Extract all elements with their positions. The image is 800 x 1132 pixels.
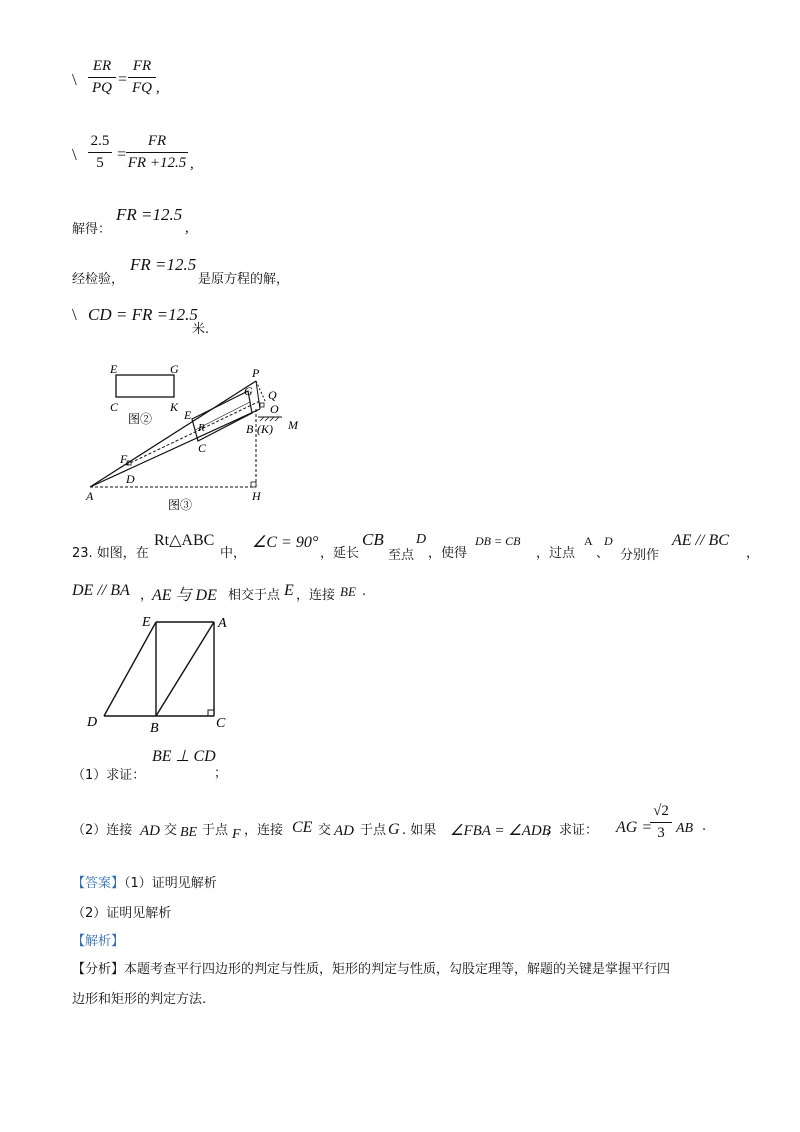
point-g: G: [388, 821, 400, 838]
seg-ab: AB: [676, 821, 694, 836]
fig3-label-a: A: [86, 489, 94, 503]
problem-number: 23. 如图，在: [72, 546, 149, 561]
seg-cb: CB: [362, 530, 384, 549]
answer-line1: [72, 872, 217, 891]
part1-expr: BE ⊥ CD: [152, 748, 216, 765]
fig3-label-h: H: [252, 489, 261, 503]
fig3-caption: 图③: [168, 498, 193, 512]
fig23-label-b: B: [150, 721, 159, 736]
fig23-label-e: E: [142, 615, 151, 630]
fig2-label-e: E: [110, 362, 118, 376]
fig3-label-q: Q: [268, 388, 277, 402]
backslash-5: \: [72, 305, 77, 324]
part1-label: （1）求证：: [72, 768, 146, 783]
fig2-label-c: C: [110, 400, 119, 414]
point-d: D: [416, 532, 427, 547]
comma: ，: [140, 588, 154, 603]
text-intersect: 相交于点: [228, 588, 281, 603]
fraction-numerator: FR: [147, 133, 167, 149]
seg-ce: CE: [292, 819, 313, 836]
analysis-text-line1: 【分析】本题考查平行四边形的判定与性质，矩形的判定与性质，勾股定理等，解题的关键是掌握平行四: [72, 962, 671, 977]
fig2-label-g: G: [170, 362, 179, 376]
fig2-label-k: K: [170, 400, 179, 414]
fraction-fr-fq: [128, 58, 156, 97]
period: .: [362, 584, 367, 599]
angle-condition: ∠FBA = ∠ADB: [450, 823, 551, 839]
rt-triangle: Rt△ABC: [154, 532, 215, 549]
fraction-fr-over-fr-plus: [126, 133, 188, 172]
fig23-label-a: A: [218, 616, 227, 631]
text-through: ，过点: [536, 546, 576, 561]
analysis-text-line2: 边形和矩形的判定方法.: [72, 992, 207, 1007]
fig23-right-angle: [208, 710, 214, 716]
fig3-label-f: F: [120, 452, 128, 466]
sqrt2-over-3: [650, 803, 672, 842]
comma: ,: [190, 156, 194, 172]
fraction-denominator: FQ: [132, 80, 152, 96]
answer-1: （1）证明见解析: [124, 876, 217, 891]
fraction-denominator: 3: [657, 825, 665, 841]
fraction-er-pq: [88, 58, 116, 97]
solve-label: 解得：: [72, 222, 112, 237]
figure-2-3: [80, 355, 320, 515]
backslash-1: \: [72, 70, 77, 89]
comma: ，: [746, 546, 760, 561]
backslash-2: \: [72, 145, 77, 164]
part1-tail: ；: [214, 766, 228, 781]
point-a: A: [584, 534, 593, 548]
comma: ,: [185, 220, 189, 236]
fig23-segment-de: [104, 622, 156, 716]
meter-unit: 米.: [192, 322, 210, 337]
fig3-label-c: C: [198, 441, 207, 455]
text-if: . 如果: [402, 823, 437, 838]
equals-sign: =: [117, 146, 127, 163]
fig23-segment-ba: [156, 622, 214, 716]
fig3-label-k: (K): [257, 422, 273, 436]
de-parallel-ba: DE // BA: [72, 582, 130, 599]
text-draw: 分别作: [620, 548, 660, 563]
point-d2: D: [604, 534, 613, 548]
fig3-right-angle-q: [260, 403, 264, 407]
check-expr: FR =12.5: [130, 255, 197, 274]
text-and: 、: [596, 546, 610, 561]
fig3-label-d: D: [126, 472, 135, 486]
seg-ad2: AD: [334, 823, 354, 839]
ag-eq: AG =: [616, 819, 653, 836]
solution-expr: FR =12.5: [116, 205, 183, 224]
fig3-label-g: G: [244, 384, 253, 398]
text-such-that: ，使得: [428, 546, 468, 561]
text-jiao: 交: [164, 823, 178, 838]
text-connect: ，连接: [244, 823, 284, 838]
fig3-right-angle-h: [251, 482, 256, 487]
answer-tag: 【答案】: [72, 876, 125, 891]
period: .: [702, 819, 707, 834]
equals-sign: =: [118, 71, 128, 88]
fraction-numerator: 2.5: [90, 133, 110, 149]
fig3-dashed-fq: [126, 401, 260, 465]
text-extend: ，延长: [320, 546, 360, 561]
text-at-point2: 于点: [360, 823, 387, 838]
check-label: 经检验，: [72, 272, 125, 287]
text-connect: ，连接: [296, 588, 336, 603]
fig3-label-m: M: [288, 418, 298, 432]
fig3-label-p: P: [252, 366, 260, 380]
fig23-label-d: D: [87, 715, 98, 730]
check-tail: 是原方程的解，: [198, 272, 290, 287]
cd-expr: CD = FR =12.5: [88, 305, 198, 324]
part2-label: （2）连接: [72, 823, 133, 838]
fraction-numerator: √2: [653, 803, 669, 819]
fraction-2-5-over-5: [88, 133, 112, 172]
fraction-denominator: FR +12.5: [127, 155, 187, 171]
seg-ad: AD: [140, 823, 160, 839]
answer-2: （2）证明见解析: [72, 906, 172, 921]
fig3-label-r: R: [198, 422, 205, 434]
fig3-label-e: E: [184, 408, 192, 422]
text-zhong: 中，: [220, 546, 247, 561]
ae-and-de: AE 与 DE: [152, 587, 217, 604]
analysis-tag: 【解析】: [72, 934, 125, 949]
angle-c: ∠C = 90°: [252, 534, 319, 551]
figure-23: [84, 612, 244, 737]
fig3-label-b: B: [246, 422, 254, 436]
comma: ,: [156, 80, 160, 96]
seg-be: BE: [180, 825, 198, 840]
text-at-point: 于点: [202, 823, 229, 838]
fig3-line-ab: [90, 409, 260, 487]
text-prove: ，求证：: [546, 823, 599, 838]
seg-be: BE: [340, 584, 356, 599]
fraction-denominator: 5: [96, 155, 104, 171]
text-jiao2: 交: [318, 823, 332, 838]
text-to-point: 至点: [388, 548, 415, 563]
point-e: E: [284, 582, 294, 599]
fraction-numerator: FR: [132, 58, 152, 74]
db-eq-cb: DB = CB: [475, 534, 521, 548]
fig2-caption: 图②: [128, 412, 153, 426]
fig3-label-o: O: [270, 402, 279, 416]
fraction-denominator: PQ: [92, 80, 112, 96]
fraction-numerator: ER: [92, 58, 112, 74]
ae-parallel-bc: AE // BC: [672, 532, 729, 549]
fig23-label-c: C: [216, 716, 226, 731]
point-f: F: [232, 827, 241, 842]
fig2-rectangle: [116, 375, 174, 397]
